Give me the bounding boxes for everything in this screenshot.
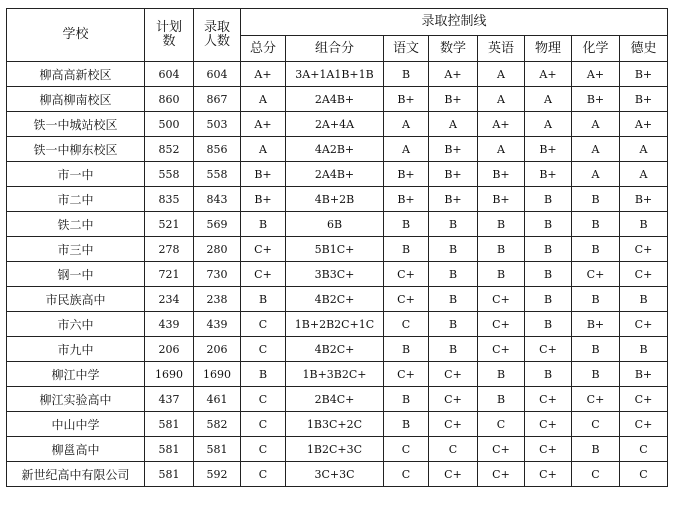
math-cell: B+	[429, 187, 478, 212]
school-cell: 柳高高新校区	[7, 62, 145, 87]
chemistry-cell: B	[572, 287, 620, 312]
school-cell: 市三中	[7, 237, 145, 262]
chinese-cell: B+	[384, 87, 429, 112]
physics-cell: C+	[525, 387, 572, 412]
table-row	[7, 412, 668, 437]
english-cell: C+	[478, 287, 525, 312]
combo-cell: 4B+2B	[286, 187, 384, 212]
history-cell: C+	[620, 237, 668, 262]
header-admitted-line1: 录取	[203, 20, 230, 35]
math-cell: C	[429, 437, 478, 462]
admitted-cell: 503	[194, 112, 241, 137]
english-cell: A	[478, 137, 525, 162]
chemistry-cell: C	[572, 412, 620, 437]
table-row	[7, 162, 668, 187]
header-chinese: 语文	[384, 36, 429, 62]
school-cell: 柳江实验高中	[7, 387, 145, 412]
physics-cell: A	[525, 87, 572, 112]
table-body	[7, 62, 668, 487]
table-row	[7, 387, 668, 412]
table-row	[7, 337, 668, 362]
admitted-cell: 1690	[194, 362, 241, 387]
table-row	[7, 287, 668, 312]
math-cell: B	[429, 287, 478, 312]
header-total: 总分	[241, 36, 286, 62]
table-row	[7, 262, 668, 287]
chemistry-cell: B+	[572, 87, 620, 112]
admitted-cell: 582	[194, 412, 241, 437]
math-cell: B	[429, 212, 478, 237]
chinese-cell: C	[384, 462, 429, 487]
header-control-line: 录取控制线	[241, 9, 668, 36]
combo-cell: 1B2C+3C	[286, 437, 384, 462]
combo-cell: 6B	[286, 212, 384, 237]
math-cell: C+	[429, 387, 478, 412]
math-cell: A+	[429, 62, 478, 87]
english-cell: B+	[478, 187, 525, 212]
total-cell: A	[241, 137, 286, 162]
history-cell: B	[620, 212, 668, 237]
admitted-cell: 581	[194, 437, 241, 462]
physics-cell: A	[525, 112, 572, 137]
physics-cell: B	[525, 362, 572, 387]
physics-cell: B	[525, 187, 572, 212]
total-cell: C	[241, 412, 286, 437]
history-cell: B	[620, 337, 668, 362]
school-cell: 市民族高中	[7, 287, 145, 312]
school-cell: 钢一中	[7, 262, 145, 287]
table-row	[7, 212, 668, 237]
combo-cell: 4A2B+	[286, 137, 384, 162]
total-cell: C	[241, 437, 286, 462]
plan-cell: 835	[145, 187, 194, 212]
admitted-cell: 558	[194, 162, 241, 187]
english-cell: B+	[478, 162, 525, 187]
history-cell: B+	[620, 87, 668, 112]
admitted-cell: 867	[194, 87, 241, 112]
history-cell: C+	[620, 412, 668, 437]
school-cell: 市六中	[7, 312, 145, 337]
header-math: 数学	[429, 36, 478, 62]
chemistry-cell: B	[572, 237, 620, 262]
history-cell: C	[620, 462, 668, 487]
table-row	[7, 137, 668, 162]
history-cell: B+	[620, 62, 668, 87]
chemistry-cell: A	[572, 162, 620, 187]
total-cell: B	[241, 287, 286, 312]
header-plan-line1: 计划	[155, 20, 182, 35]
chemistry-cell: C+	[572, 387, 620, 412]
history-cell: A	[620, 137, 668, 162]
physics-cell: C+	[525, 337, 572, 362]
history-cell: B+	[620, 362, 668, 387]
combo-cell: 3B3C+	[286, 262, 384, 287]
chemistry-cell: B	[572, 362, 620, 387]
total-cell: C+	[241, 237, 286, 262]
plan-cell: 604	[145, 62, 194, 87]
header-plan	[145, 9, 194, 62]
combo-cell: 2A4B+	[286, 162, 384, 187]
math-cell: C+	[429, 462, 478, 487]
table-row	[7, 187, 668, 212]
history-cell: C+	[620, 387, 668, 412]
chemistry-cell: A	[572, 137, 620, 162]
chemistry-cell: A	[572, 112, 620, 137]
history-cell: A	[620, 162, 668, 187]
header-chemistry: 化学	[572, 36, 620, 62]
chinese-cell: C+	[384, 287, 429, 312]
english-cell: C+	[478, 312, 525, 337]
total-cell: C+	[241, 262, 286, 287]
table-row	[7, 62, 668, 87]
math-cell: B	[429, 262, 478, 287]
physics-cell: B	[525, 287, 572, 312]
chinese-cell: C	[384, 437, 429, 462]
plan-cell: 500	[145, 112, 194, 137]
school-cell: 柳江中学	[7, 362, 145, 387]
total-cell: C	[241, 387, 286, 412]
plan-cell: 721	[145, 262, 194, 287]
table-row	[7, 237, 668, 262]
admitted-cell: 461	[194, 387, 241, 412]
combo-cell: 2A+4A	[286, 112, 384, 137]
table-row	[7, 362, 668, 387]
admitted-cell: 569	[194, 212, 241, 237]
plan-cell: 1690	[145, 362, 194, 387]
physics-cell: C+	[525, 412, 572, 437]
admitted-cell: 238	[194, 287, 241, 312]
total-cell: B	[241, 212, 286, 237]
chinese-cell: B	[384, 337, 429, 362]
chemistry-cell: B	[572, 337, 620, 362]
physics-cell: B+	[525, 162, 572, 187]
history-cell: C+	[620, 312, 668, 337]
math-cell: B+	[429, 137, 478, 162]
admitted-cell: 856	[194, 137, 241, 162]
english-cell: C+	[478, 462, 525, 487]
total-cell: B	[241, 362, 286, 387]
math-cell: C+	[429, 362, 478, 387]
total-cell: C	[241, 462, 286, 487]
header-admitted-line2: 人数	[203, 34, 230, 49]
chinese-cell: C	[384, 312, 429, 337]
history-cell: A+	[620, 112, 668, 137]
plan-cell: 581	[145, 412, 194, 437]
total-cell: A+	[241, 62, 286, 87]
physics-cell: A+	[525, 62, 572, 87]
plan-cell: 581	[145, 462, 194, 487]
english-cell: B	[478, 262, 525, 287]
school-cell: 市一中	[7, 162, 145, 187]
combo-cell: 2B4C+	[286, 387, 384, 412]
physics-cell: B	[525, 262, 572, 287]
combo-cell: 1B3C+2C	[286, 412, 384, 437]
school-cell: 市二中	[7, 187, 145, 212]
admitted-cell: 592	[194, 462, 241, 487]
plan-cell: 521	[145, 212, 194, 237]
math-cell: B+	[429, 162, 478, 187]
history-cell: B	[620, 287, 668, 312]
plan-cell: 581	[145, 437, 194, 462]
total-cell: C	[241, 312, 286, 337]
combo-cell: 5B1C+	[286, 237, 384, 262]
header-school: 学校	[7, 9, 145, 62]
total-cell: B+	[241, 187, 286, 212]
total-cell: C	[241, 337, 286, 362]
physics-cell: C+	[525, 437, 572, 462]
chemistry-cell: C+	[572, 262, 620, 287]
chemistry-cell: B	[572, 437, 620, 462]
plan-cell: 558	[145, 162, 194, 187]
school-cell: 铁一中城站校区	[7, 112, 145, 137]
plan-cell: 852	[145, 137, 194, 162]
chemistry-cell: B	[572, 187, 620, 212]
header-history: 德史	[620, 36, 668, 62]
plan-cell: 439	[145, 312, 194, 337]
chinese-cell: B	[384, 387, 429, 412]
chinese-cell: B	[384, 412, 429, 437]
header-plan-line2: 数	[162, 34, 176, 49]
english-cell: B	[478, 212, 525, 237]
english-cell: C+	[478, 337, 525, 362]
table-row	[7, 437, 668, 462]
admitted-cell: 206	[194, 337, 241, 362]
school-cell: 柳高柳南校区	[7, 87, 145, 112]
english-cell: A	[478, 87, 525, 112]
school-cell: 铁二中	[7, 212, 145, 237]
physics-cell: C+	[525, 462, 572, 487]
chemistry-cell: B+	[572, 312, 620, 337]
combo-cell: 1B+3B2C+	[286, 362, 384, 387]
admitted-cell: 439	[194, 312, 241, 337]
total-cell: B+	[241, 162, 286, 187]
math-cell: B	[429, 237, 478, 262]
plan-cell: 860	[145, 87, 194, 112]
admitted-cell: 280	[194, 237, 241, 262]
plan-cell: 234	[145, 287, 194, 312]
school-cell: 柳邕高中	[7, 437, 145, 462]
chinese-cell: A	[384, 137, 429, 162]
total-cell: A	[241, 87, 286, 112]
combo-cell: 3C+3C	[286, 462, 384, 487]
physics-cell: B	[525, 212, 572, 237]
chemistry-cell: A+	[572, 62, 620, 87]
admission-control-table	[6, 8, 668, 487]
combo-cell: 1B+2B2C+1C	[286, 312, 384, 337]
english-cell: C+	[478, 437, 525, 462]
combo-cell: 4B2C+	[286, 337, 384, 362]
admitted-cell: 843	[194, 187, 241, 212]
combo-cell: 4B2C+	[286, 287, 384, 312]
header-admitted	[194, 9, 241, 62]
header-english: 英语	[478, 36, 525, 62]
school-cell: 市九中	[7, 337, 145, 362]
history-cell: C+	[620, 262, 668, 287]
chinese-cell: B	[384, 237, 429, 262]
chemistry-cell: C	[572, 462, 620, 487]
table-row	[7, 112, 668, 137]
english-cell: C	[478, 412, 525, 437]
chinese-cell: B+	[384, 162, 429, 187]
plan-cell: 437	[145, 387, 194, 412]
math-cell: B	[429, 337, 478, 362]
chinese-cell: B	[384, 212, 429, 237]
header-combo: 组合分	[286, 36, 384, 62]
chinese-cell: A	[384, 112, 429, 137]
school-cell: 新世纪高中有限公司	[7, 462, 145, 487]
total-cell: A+	[241, 112, 286, 137]
english-cell: A	[478, 62, 525, 87]
history-cell: B+	[620, 187, 668, 212]
header-physics: 物理	[525, 36, 572, 62]
plan-cell: 206	[145, 337, 194, 362]
table-header	[7, 9, 668, 62]
chemistry-cell: B	[572, 212, 620, 237]
math-cell: B+	[429, 87, 478, 112]
chinese-cell: C+	[384, 262, 429, 287]
table-row	[7, 312, 668, 337]
admission-table-container	[6, 8, 668, 487]
physics-cell: B+	[525, 137, 572, 162]
table-row	[7, 87, 668, 112]
math-cell: B	[429, 312, 478, 337]
table-row	[7, 462, 668, 487]
physics-cell: B	[525, 312, 572, 337]
chinese-cell: B	[384, 62, 429, 87]
math-cell: C+	[429, 412, 478, 437]
admitted-cell: 730	[194, 262, 241, 287]
history-cell: C	[620, 437, 668, 462]
chinese-cell: B+	[384, 187, 429, 212]
combo-cell: 2A4B+	[286, 87, 384, 112]
physics-cell: B	[525, 237, 572, 262]
plan-cell: 278	[145, 237, 194, 262]
admitted-cell: 604	[194, 62, 241, 87]
english-cell: B	[478, 362, 525, 387]
english-cell: B	[478, 237, 525, 262]
math-cell: A	[429, 112, 478, 137]
english-cell: A+	[478, 112, 525, 137]
school-cell: 中山中学	[7, 412, 145, 437]
chinese-cell: C+	[384, 362, 429, 387]
school-cell: 铁一中柳东校区	[7, 137, 145, 162]
combo-cell: 3A+1A1B+1B	[286, 62, 384, 87]
english-cell: B	[478, 387, 525, 412]
